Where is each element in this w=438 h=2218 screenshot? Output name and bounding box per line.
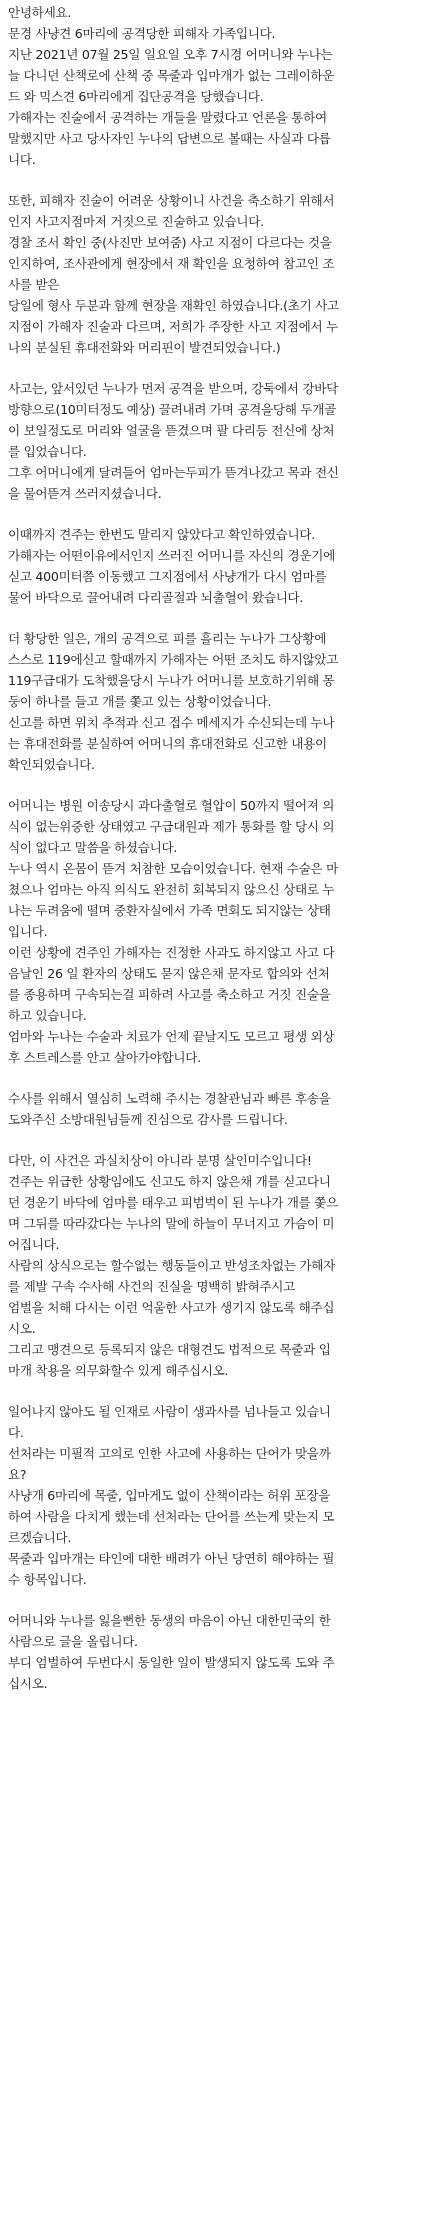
text-line: 방향으로(10미터정도 예상) 끌려내려 가며 공격을당해 두개골	[8, 402, 336, 417]
text-line: 일어나지 않아도 될 인재로 사람이 생과사를 넘나들고 있습니	[8, 1404, 331, 1419]
text-line: 며 그뒤를 따라갔다는 누나의 말에 하늘이 무너지고 가슴이 미	[8, 1216, 335, 1231]
text-line: 목줄과 입마개는 타인에 대한 배려가 아닌 당연히 해야하는 필	[8, 1551, 335, 1566]
text-line: 식이 없다고 말씀을 하셨습니다.	[8, 840, 178, 855]
text-line: 를 제발 구속 수사해 사건의 진실을 명백히 밝혀주시고	[8, 1279, 295, 1294]
text-line: 하여 사람을 다치게 했는데 선처라는 단어를 쓰는게 맞는지 모	[8, 1509, 335, 1524]
text-line: 음날인 26 일 환자의 상태도 묻지 않은채 문자로 합의와 선처	[8, 966, 330, 981]
text-line: 는 휴대전화를 분실하여 어머니의 휴대전화로 신고한 내용이	[8, 736, 327, 751]
text-line: 어머니와 누나를 잃을뻔한 동생의 마음이 아닌 대한민국의 한	[8, 1613, 331, 1628]
text-line: 스스로 119에신고 할때까지 가해자는 어떤 조치도 하지않았고	[8, 652, 339, 667]
text-line: 그리고 맹견으로 등록되지 않은 대형견도 법적으로 목줄과 입	[8, 1342, 331, 1357]
text-line: 신고를 하면 위치 추적과 신고 접수 메세지가 수신되는데 누나	[8, 715, 335, 730]
text-line: 선처라는 미필적 고의로 인한 사고에 사용하는 단어가 맞을까	[8, 1446, 331, 1461]
text-line: 다.	[8, 1425, 24, 1440]
text-line: 이런 상황에 견주인 가해자는 진정한 사과도 하지않고 사고 다	[8, 945, 335, 960]
text-line: 경찰 조서 확인 중(사진만 보여줌) 사고 지점이 다르다는 것을	[8, 235, 332, 250]
text-line: 나는 두려움에 떨며 중환자실에서 가족 면회도 되지않는 상태	[8, 903, 331, 918]
paragraph	[8, 1401, 430, 1590]
paragraph	[8, 1088, 430, 1130]
text-line: 을 물어뜯겨 쓰러지셨습니다.	[8, 486, 162, 501]
paragraph	[8, 628, 430, 775]
text-line: 지점이 가해자 진술과 다르며, 저희가 주장한 사고 지점에서 누	[8, 319, 338, 334]
paragraph	[8, 378, 430, 504]
text-line: 말했지만 사고 당사자인 누나의 답변으로 볼때는 사실과 다릅	[8, 131, 331, 146]
text-line: 늘 다니던 산책로에 산책 중 목줄과 입마개가 없는 그레이하운	[8, 68, 335, 83]
text-line: 가해자는 어떤이유에서인지 쓰러진 어머니를 자신의 경운기에	[8, 548, 336, 563]
paragraph	[8, 1150, 430, 1381]
text-line: 부디 엄벌하여 두번다시 동일한 일이 발생되지 않도록 도와 주	[8, 1655, 335, 1670]
text-line: 둥이 하나를 들고 개를 쫓고 있는 상황이었습니다.	[8, 694, 272, 709]
paragraph	[8, 524, 430, 608]
text-line: 하고 있습니다.	[8, 1008, 87, 1023]
text-line: 엄마와 누나는 수술과 치료가 언제 끝날지도 모르고 평생 외상	[8, 1029, 335, 1044]
paragraph	[8, 795, 430, 1068]
text-line: 사냥개 6마리에 목줄, 입마게도 없이 산책이라는 허위 포장을	[8, 1488, 331, 1503]
text-line: 를 종용하며 구속되는걸 피하려 사고를 축소하고 거짓 진술을	[8, 987, 331, 1002]
text-line: 사를 받은	[8, 277, 60, 292]
text-line: 쳤으나 엄마는 아직 의식도 완전히 회복되지 않으신 상태로 누	[8, 882, 335, 897]
paragraph	[8, 1610, 430, 1694]
text-line: 물어 바닥으로 끌어내려 다리골절과 뇌출혈이 왔습니다.	[8, 590, 304, 605]
text-line: 또한, 피해자 진술이 어려운 상황이니 사건을 축소하기 위해서	[8, 193, 335, 208]
text-line: 문경 사냥견 6마리에 공격당한 피해자 가족입니다.	[8, 26, 276, 41]
paragraph	[8, 190, 430, 358]
text-line: 인지 사고지점마저 거짓으로 진술하고 있습니다.	[8, 214, 264, 229]
text-line: 후 스트레스를 안고 살아가야합니다.	[8, 1050, 201, 1065]
text-line: 십시오.	[8, 1676, 48, 1691]
text-line: 드 와 믹스견 6마리에게 집단공격을 당했습니다.	[8, 89, 264, 104]
text-line: 르겠습니다.	[8, 1530, 72, 1545]
text-line: 도와주신 소방대원님들께 진심으로 감사를 드립니다.	[8, 1112, 288, 1127]
text-line: 니다.	[8, 152, 36, 167]
text-line: 어머니는 병원 이송당시 과다출혈로 혈압이 50까지 떨어져 의	[8, 798, 335, 813]
text-line: 지난 2021년 07월 25일 일요일 오후 7시경 어머니와 누나는	[8, 47, 333, 62]
text-line: 확인되었습니다.	[8, 757, 95, 772]
text-line: 인지하여, 조사관에게 현장에서 재 확인을 요청하여 참고인 조	[8, 256, 335, 271]
text-line: 를 입었습니다.	[8, 444, 87, 459]
text-line: 식이 없는위중한 상태였고 구급대원과 제가 통화를 할 당시 의	[8, 819, 335, 834]
text-line: 시오.	[8, 1321, 36, 1336]
text-line: 안녕하세요.	[8, 5, 72, 20]
text-line: 던 경운기 바닥에 엄마를 태우고 피범벅이 된 누나가 개를 쫓으	[8, 1195, 338, 1210]
text-line: 그후 어머니에게 달려들어 엄마는두피가 뜯겨나갔고 목과 전신	[8, 465, 339, 480]
text-line: 다만, 이 사건은 과실치상이 아니라 분명 살인미수입니다!	[8, 1153, 312, 1168]
text-line: 수사를 위해서 열심히 노력해 주시는 경찰관님과 빠른 후송을	[8, 1091, 331, 1106]
text-line: 어집니다.	[8, 1237, 60, 1252]
paragraph	[8, 2, 430, 170]
text-line: 요?	[8, 1467, 27, 1482]
text-line: 사고는, 앞서있던 누나가 먼저 공격을 받으며, 강둑에서 강바닥	[8, 381, 338, 396]
text-line: 누나 역시 온몸이 뜯겨 처참한 모습이었습니다. 현재 수술은 마	[8, 861, 338, 876]
text-line: 입니다.	[8, 924, 48, 939]
text-line: 119구급대가 도착했을당시 누나가 어머니를 보호하기위해 몽	[8, 673, 335, 688]
text-line: 싣고 400미터쯤 이동했고 그지점에서 사냥개가 다시 엄마를	[8, 569, 327, 584]
text-line: 당일에 형사 두분과 함께 현장을 재확인 하였습니다.(초기 사고	[8, 298, 339, 313]
text-line: 사람의 상식으로는 할수없는 행동들이고 반성조차없는 가해자	[8, 1258, 336, 1273]
text-line: 수 항목입니다.	[8, 1572, 87, 1587]
text-line: 이때까지 견주는 한번도 말리지 않았다고 확인하였습니다.	[8, 527, 315, 542]
text-line: 사람으로 글을 올립니다.	[8, 1634, 138, 1649]
text-line: 가해자는 진술에서 공격하는 개들을 말렸다고 언론을 통하여	[8, 110, 327, 125]
text-line: 엄벌을 처해 다시는 이런 억울한 사고가 생기지 않도록 해주십	[8, 1300, 335, 1315]
text-line: 나의 분실된 휴대전화와 머리핀이 발견되었습니다.)	[8, 340, 281, 355]
text-line: 견주는 위급한 상황임에도 신고도 하지 않은채 개를 싣고다니	[8, 1174, 331, 1189]
text-line: 마개 착용을 의무화할수 있게 해주십시오.	[8, 1363, 229, 1378]
text-line: 이 보일정도로 머리와 얼굴을 뜯겼으며 팔 다리등 전신에 상처	[8, 423, 335, 438]
text-line: 더 황당한 일은, 개의 공격으로 피를 흘리는 누나가 그상황에	[8, 631, 327, 646]
